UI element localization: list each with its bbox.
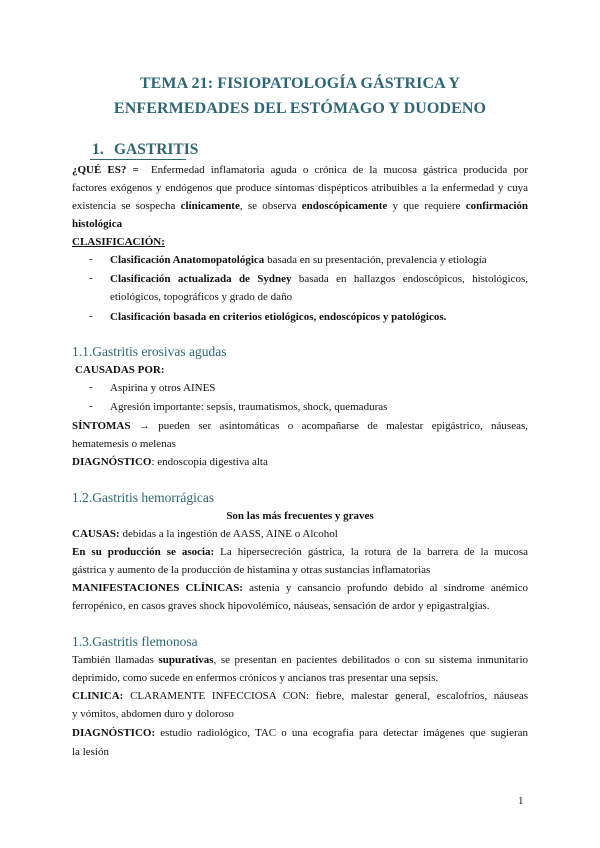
que-es-line-4 [72,217,528,231]
bullet-dash: - [89,253,93,265]
text: : endoscopia digestiva alta [151,456,268,468]
que-es-label: ¿QUÉ ES? = [72,164,139,176]
text: debidas a la ingestión de AASS, AINE o Alcohol [122,528,338,540]
que-es-line-2: factores exógenos y endógenos que produce síntomas dispépticos atribuibles a la enfermedad y cuya [72,182,528,194]
section-1-2-heading: 1.2.Gastritis hemorrágicas [72,490,215,505]
text-bold: DIAGNÓSTICO: [72,727,156,739]
text-bold: Clasificación Anatomopatológica [110,254,265,266]
produccion-line-1 [72,545,528,559]
text: basada en su presentación, prevalencia y etiología [267,254,487,266]
text: La hipersecreción gástrica, la rotura de la barrera de la mucosa [220,546,529,558]
text-bold: MANIFESTACIONES CLÍNICAS: [72,582,243,594]
text-bold: DIAGNÓSTICO [72,456,152,468]
text-bold: supurativas [158,654,214,666]
bullet-dash: - [89,400,93,412]
title-line-2: ENFERMEDADES DEL ESTÓMAGO Y DUODENO [113,100,487,117]
text-bold: CLINICA: [72,690,124,702]
text-bold: clínicamente [180,200,240,212]
section-1-rule [90,159,186,160]
text-bold: histológica [72,218,123,230]
text-bold: Clasificación actualizada de Sydney [110,273,292,285]
tambien-line-1 [72,653,528,667]
sintomas-line-1 [72,419,528,433]
text: pueden ser asintomáticas o acompañarse de malestar epigástrico, náuseas, [158,420,529,432]
produccion-line-2: gástrica y aumento de la producción de histamina y otras sustancias inflamatorias [72,564,431,576]
que-es-text-1: Enfermedad inflamatoria aguda o crónica de la mucosa gástrica producida por [150,164,529,176]
diagnostico-flemonosa-line-2: la lesión [72,746,109,758]
section-1-3-heading: 1.3.Gastritis flemonosa [72,634,198,649]
causas-line [72,527,528,541]
bullet-dash: - [89,272,93,284]
clasificacion-item-2-cont: etiológicos, topográficos y grado de daño [110,291,293,303]
bullet-dash: - [89,310,93,322]
section-1-2-subtitle: Son las más frecuentes y graves [226,510,374,522]
text: , se observa [239,200,297,212]
bullet-dash: - [89,381,93,393]
text-bold: CAUSAS: [72,528,120,540]
clasificacion-item-1 [110,253,528,267]
text-underlined: CLASIFICACIÓN: [72,236,165,248]
text-bold: En su producción se asocia: [72,546,215,558]
text: basada en hallazgos endoscópicos, histológicos, [298,273,528,285]
que-es-line-3 [72,199,528,213]
text: y que requiere [392,200,461,212]
text: , se presentan en pacientes debilitados o con su sistema inmunitario [213,654,529,666]
section-1-heading [92,141,198,159]
text-bold: SÍNTOMAS → [72,420,150,432]
page-number: 1 [518,795,524,807]
manifestaciones-line-2: ferropénico, en casos graves shock hipovolémico, náuseas, sensación de ardor y epigastralgias. [72,600,490,612]
clinica-line-1 [72,689,528,703]
text: También llamadas [72,654,154,666]
diagnostico-line [72,455,528,469]
text: estudio radiológico, TAC o una ecografía para detectar imágenes que sugieran [160,727,528,739]
text: astenia y cansancio profundo debido al síndrome anémico [249,582,529,594]
clasificacion-item-2 [110,272,528,286]
tambien-line-2: deprimido, como sucede en enfermos crónicos y ancianos tras presentar una sepsis. [72,672,439,684]
text-bold: Clasificación basada en criterios etiológicos, endoscópicos y patológicos. [110,311,447,323]
diagnostico-flemonosa-line-1 [72,726,528,740]
text-bold: CAUSADAS POR: [75,364,165,376]
clasificacion-label [72,235,528,249]
text: existencia se sospecha [72,200,176,212]
causa-item-2: Agresión importante: sepsis, traumatismos, shock, quemaduras [110,401,388,413]
clasificacion-item-3 [110,310,528,324]
text-bold: endoscópicamente [301,200,388,212]
text-bold: confirmación [465,200,529,212]
que-es-line-1 [72,163,528,177]
manifestaciones-line-1 [72,581,528,595]
clinica-line-2: y vómitos, abdomen duro y doloroso [72,708,234,720]
section-1-1-heading: 1.1.Gastritis erosivas agudas [72,344,227,359]
sintomas-line-2: hematemesis o melenas [72,438,176,450]
section-1-title: GASTRITIS [114,141,199,158]
title-line-1: TEMA 21: FISIOPATOLOGÍA GÁSTRICA Y [139,75,461,92]
text: CLARAMENTE INFECCIOSA CON: fiebre, malestar general, escalofríos, náuseas [130,690,528,702]
section-1-number: 1. [92,141,104,158]
causadas-label [75,363,531,377]
causa-item-1: Aspirina y otros AINES [110,382,216,394]
